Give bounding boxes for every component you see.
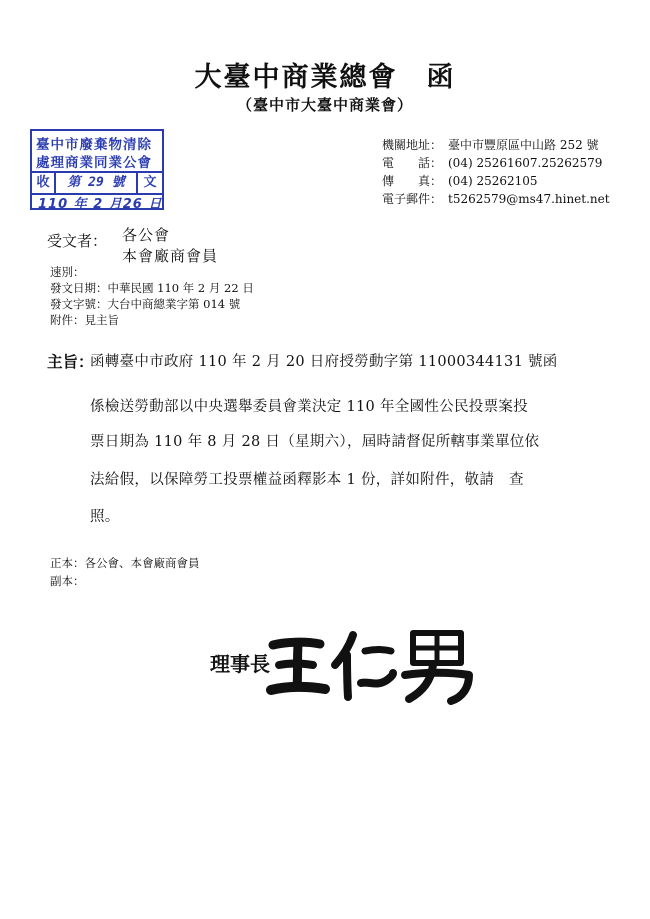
stamp-org-line-1: 臺中市廢棄物清除	[36, 137, 152, 153]
stamp-date: 110 年 2 月26 日	[38, 197, 163, 212]
contact-fax-value: (04) 25262105	[448, 174, 538, 188]
recipient-line-1: 各公會	[122, 226, 171, 244]
stamp-received-cell: 收	[32, 173, 56, 193]
contact-email-value: t5262579@ms47.hinet.net	[448, 192, 610, 206]
subject-line-2: 係檢送勞動部以中央選舉委員會業決定 110 年全國性公民投票案投	[90, 399, 528, 415]
subject-label: 主旨：	[47, 352, 94, 371]
signature-seal	[265, 625, 475, 705]
meta-attachment: 附件：見主旨	[50, 313, 119, 327]
contact-email	[382, 191, 610, 207]
subject-line-3: 票日期為 110 年 8 月 28 日（星期六），屆時請督促所轄事業單位依	[90, 434, 540, 450]
stamp-org-line-2: 處理商業同業公會	[36, 155, 152, 171]
letter-title: 大臺中商業總會 函	[194, 62, 456, 93]
received-stamp	[30, 129, 164, 210]
contact-phone-label: 電 話：	[382, 156, 443, 170]
subject-line-4: 法給假，以保障勞工投票權益函釋影本 1 份，詳如附件，敬請 查	[90, 472, 524, 488]
contact-fax	[382, 173, 538, 189]
subject-line-1: 函轉臺中市政府 110 年 2 月 20 日府授勞動字第 11000344131 號函	[90, 354, 558, 370]
recipient-label: 受文者：	[47, 232, 108, 250]
distribution-main: 正本：各公會、本會廠商會員	[50, 556, 200, 570]
contact-fax-label: 傳 真：	[382, 174, 443, 188]
stamp-doc-cell: 文	[143, 175, 157, 190]
meta-doc-number: 發文字號：大台中商總業字第 014 號	[50, 297, 241, 311]
contact-address-value: 臺中市豐原區中山路 252 號	[448, 138, 599, 152]
distribution-copy: 副本：	[50, 574, 85, 588]
contact-phone-value: (04) 25261607.25262579	[448, 156, 603, 170]
contact-address	[382, 137, 599, 153]
contact-address-label: 機關地址：	[382, 138, 443, 152]
meta-speed: 速別：	[50, 265, 85, 279]
subject-line-5: 照。	[90, 509, 120, 525]
signer-title: 理事長	[210, 652, 270, 676]
recipient-line-2: 本會廠商會員	[122, 247, 219, 265]
meta-date: 發文日期：中華民國 110 年 2 月 22 日	[50, 281, 254, 295]
contact-email-label: 電子郵件：	[382, 192, 443, 206]
stamp-number-row	[32, 171, 162, 195]
contact-phone	[382, 155, 602, 171]
letter-subtitle: （臺中市大臺中商業會）	[236, 96, 413, 114]
stamp-number-cell: 第 29 號	[56, 173, 138, 193]
